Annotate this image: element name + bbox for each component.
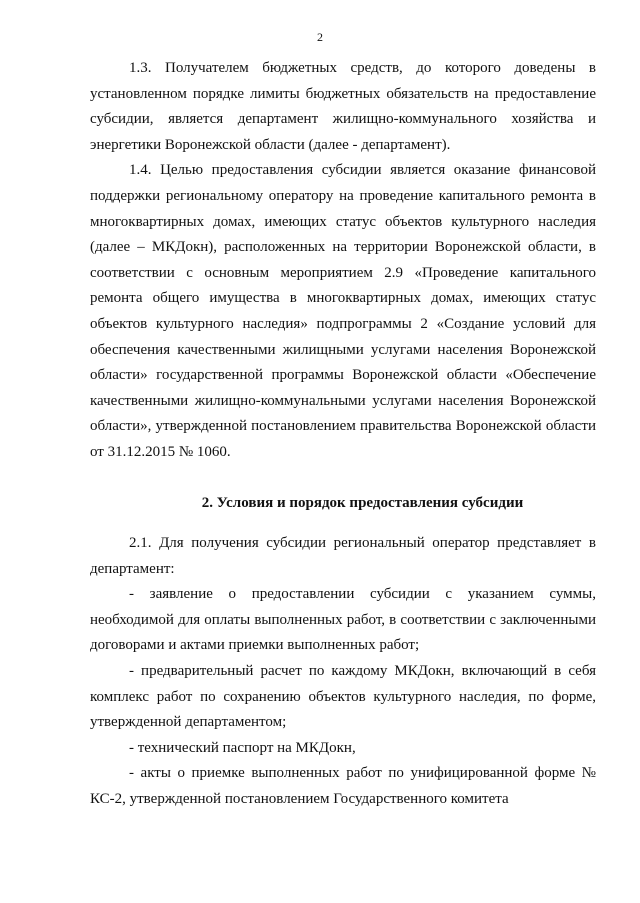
document-body: [90, 56, 596, 813]
paragraph-1-4: 1.4. Целью предоставления субсидии является оказание финансовой поддержки региональному оператору на проведение капитального ремонта в многоквартирных домах, имеющих статус объектов культурного наследия (далее – МКДокн), расположенных на территории Воронежской области, в соответствии с основным мероприятием 2.9 «Проведение капитального ремонта общего имущества в многоквартирных домах, имеющих статус объектов культурного наследия» подпрограммы 2 «Создание условий для обеспечения качественными жилищными услугами населения Воронежской области» государственной программы Воронежской области «Обеспечение качественными жилищно-коммунальными услугами населения Воронежской области», утвержденной постановлением правительства Воронежской области от 31.12.2015 № 1060.: [90, 162, 596, 460]
paragraph-1-3: 1.3. Получателем бюджетных средств, до которого доведены в установленном порядке лимиты бюджетных обязательств на предоставление субсидии, является департамент жилищно-коммунального хозяйства и энергетики Воронежской области (далее - департамент).: [90, 60, 596, 153]
page-number: 2: [317, 30, 323, 44]
list-item-application: - заявление о предоставлении субсидии с указанием суммы, необходимой для оплаты выполненных работ, в соответствии с заключенными договорами и актами приемки выполненных работ;: [90, 586, 596, 654]
list-item-preliminary-calculation: - предварительный расчет по каждому МКДокн, включающий в себя комплекс работ по сохранению объектов культурного наследия, по форме, утвержденной департаментом;: [90, 663, 596, 731]
list-item-technical-passport: - технический паспорт на МКДокн,: [129, 739, 356, 756]
section-2-heading: 2. Условия и порядок предоставления субсидии: [201, 494, 524, 511]
list-item-acceptance-acts: - акты о приемке выполненных работ по унифицированной форме № КС-2, утвержденной постановлением Государственного комитета: [90, 765, 596, 808]
paragraph-2-1: 2.1. Для получения субсидии региональный оператор представляет в департамент:: [90, 535, 596, 577]
